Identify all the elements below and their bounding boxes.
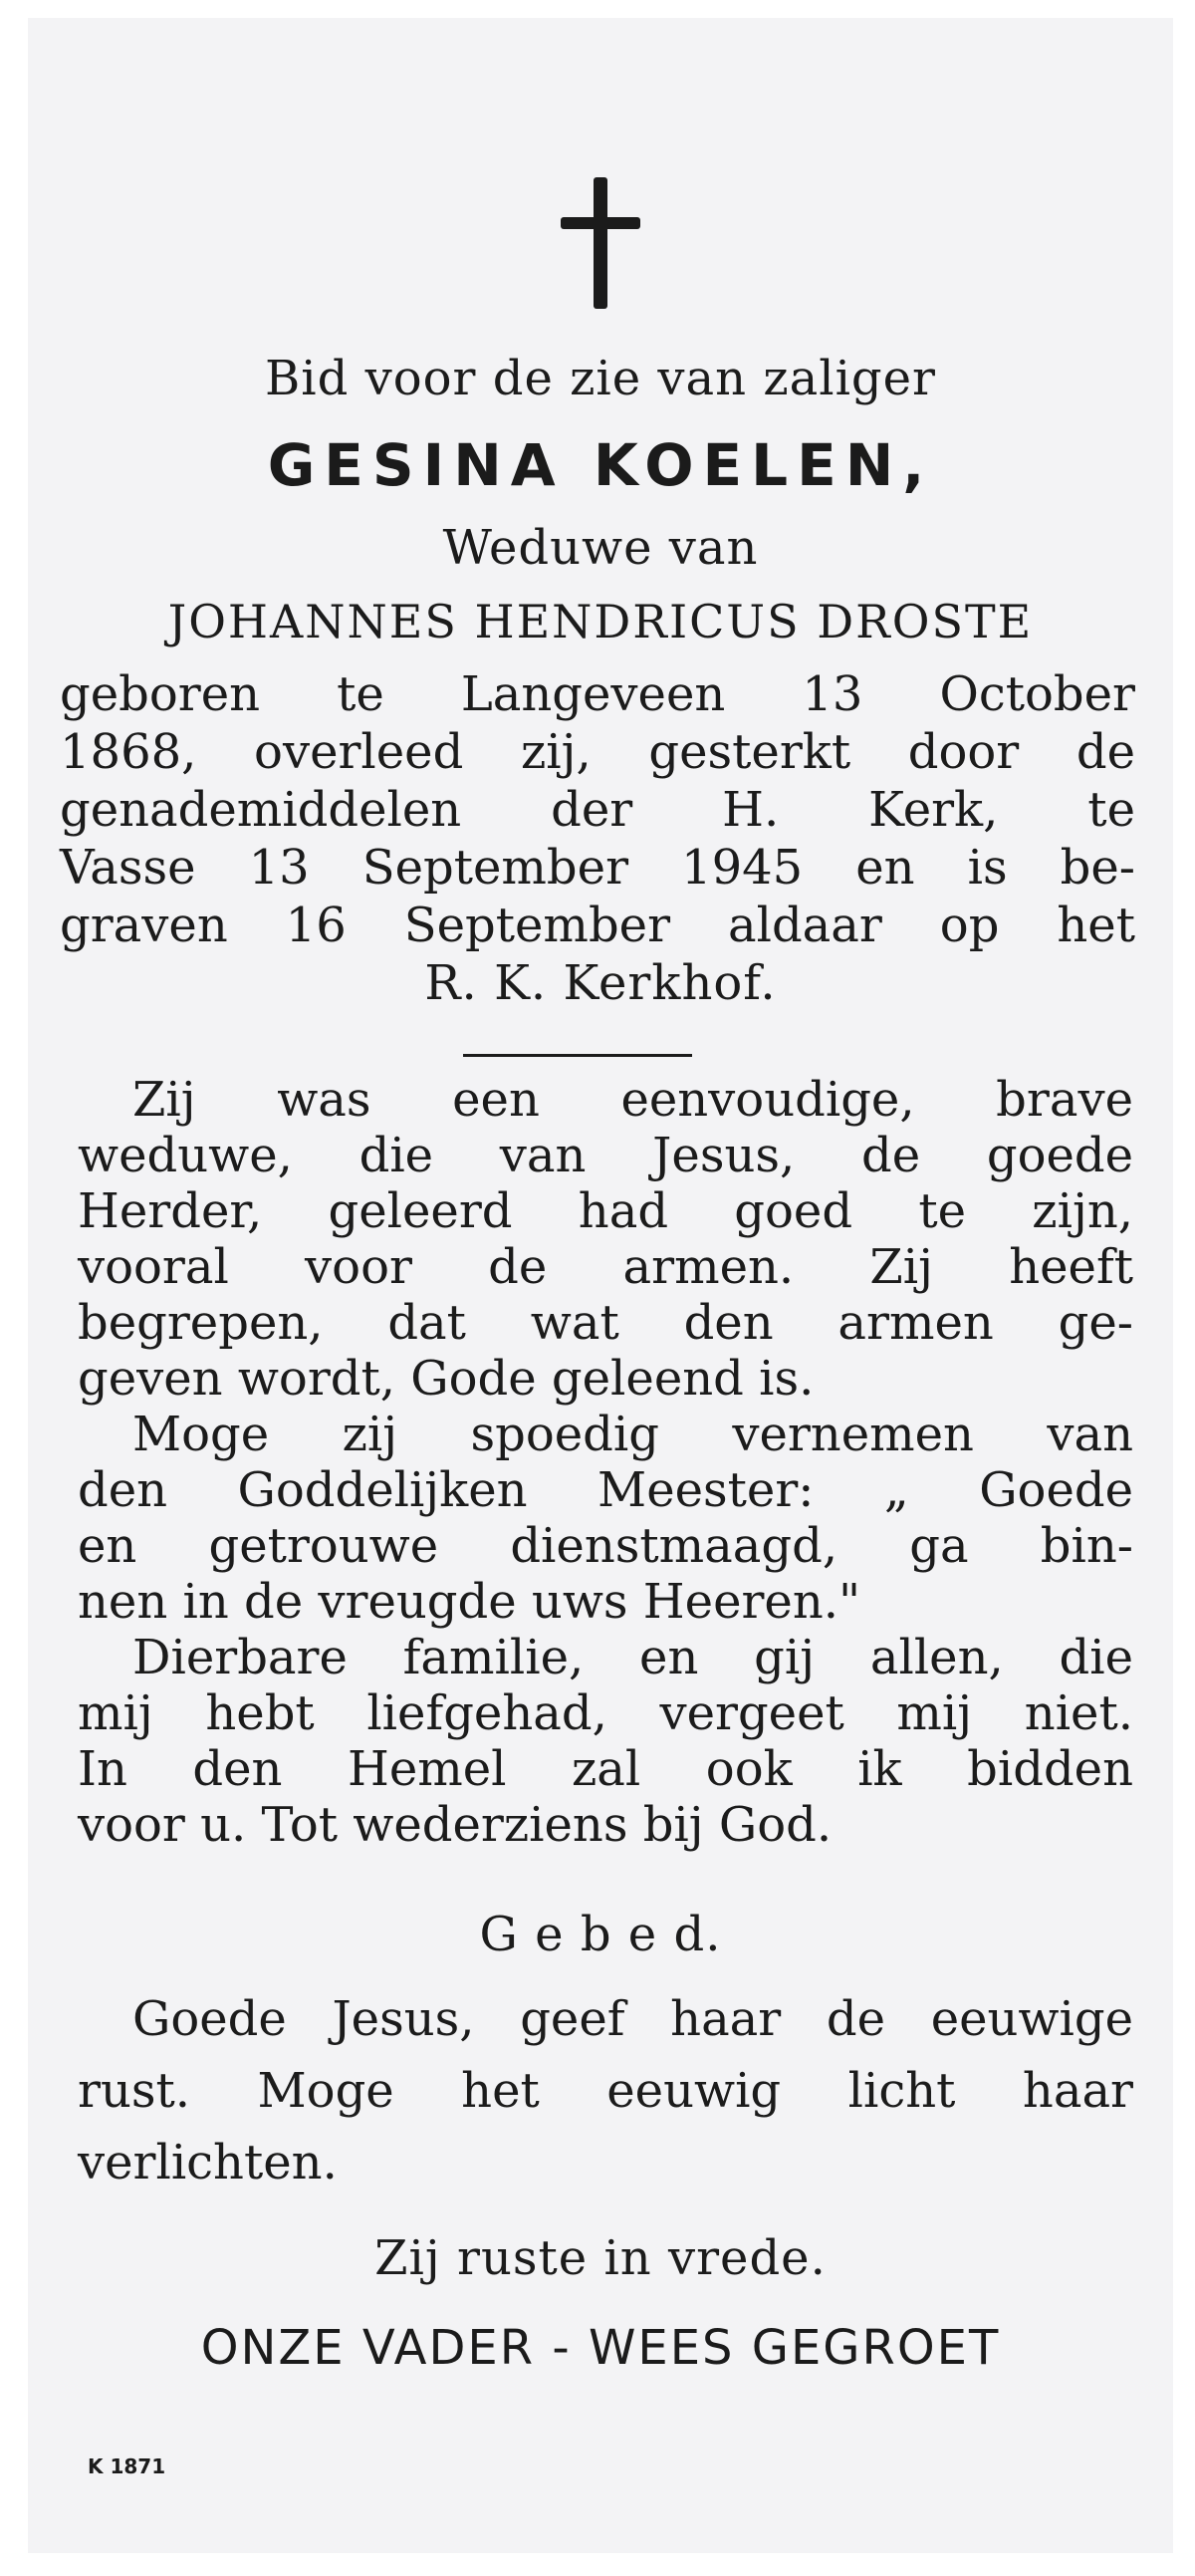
family-line: mij hebt liefgehad, vergeet mij niet. (78, 1685, 1133, 1741)
intro-text: Bid voor de zie van zaliger (264, 351, 936, 406)
prayer-line: rust. Moge het eeuwig licht haar (78, 2063, 1133, 2119)
divider (463, 1054, 692, 1057)
prayer-line-last: verlichten. (78, 2135, 338, 2190)
family-line: In den Hemel zal ook ik bidden (78, 1741, 1133, 1797)
rest-in-peace: Zij ruste in vrede. (374, 2230, 827, 2286)
moge-line-last: nen in de vreugde uws Heeren." (78, 1574, 861, 1630)
bio-line: Vasse 13 September 1945 en is be- (60, 840, 1135, 896)
moge-line: den Goddelijken Meester: „ Goede (78, 1462, 1133, 1518)
bio-line: genademiddelen der H. Kerk, te (60, 782, 1135, 838)
prayer-title: G e b e d. (479, 1907, 722, 1962)
husband-name: JOHANNES HENDRICUS DROSTE (167, 595, 1034, 648)
bio-line: graven 16 September aldaar op het (60, 898, 1135, 953)
widow-of-text: Weduwe van (442, 520, 759, 576)
bio-line-last: R. K. Kerkhof. (424, 955, 777, 1011)
moge-line: Moge zij spoedig vernemen van (132, 1407, 1133, 1462)
closing-prayers: ONZE VADER - WEES GEGROET (200, 2320, 1001, 2376)
bio-line: geboren te Langeveen 13 October (60, 666, 1135, 722)
verse-line: Herder, geleerd had goed te zijn, (78, 1183, 1133, 1239)
prayer-line: Goede Jesus, geef haar de eeuwige (132, 1991, 1133, 2047)
deceased-name: GESINA KOELEN, (267, 431, 934, 499)
memorial-card (28, 18, 1173, 2553)
family-line-last: voor u. Tot wederziens bij God. (78, 1797, 833, 1853)
verse-line-last: geven wordt, Gode geleend is. (78, 1351, 815, 1407)
bio-line: 1868, overleed zij, gesterkt door de (60, 724, 1135, 780)
family-line: Dierbare familie, en gij allen, die (132, 1630, 1133, 1685)
verse-line: weduwe, die van Jesus, de goede (78, 1128, 1133, 1183)
moge-line: en getrouwe dienstmaagd, ga bin- (78, 1518, 1133, 1574)
print-code: K 1871 (88, 2454, 166, 2478)
cross-icon (561, 177, 640, 309)
verse-line: Zij was een eenvoudige, brave (132, 1072, 1133, 1128)
verse-line: begrepen, dat wat den armen ge- (78, 1295, 1133, 1351)
verse-line: vooral voor de armen. Zij heeft (78, 1239, 1133, 1295)
